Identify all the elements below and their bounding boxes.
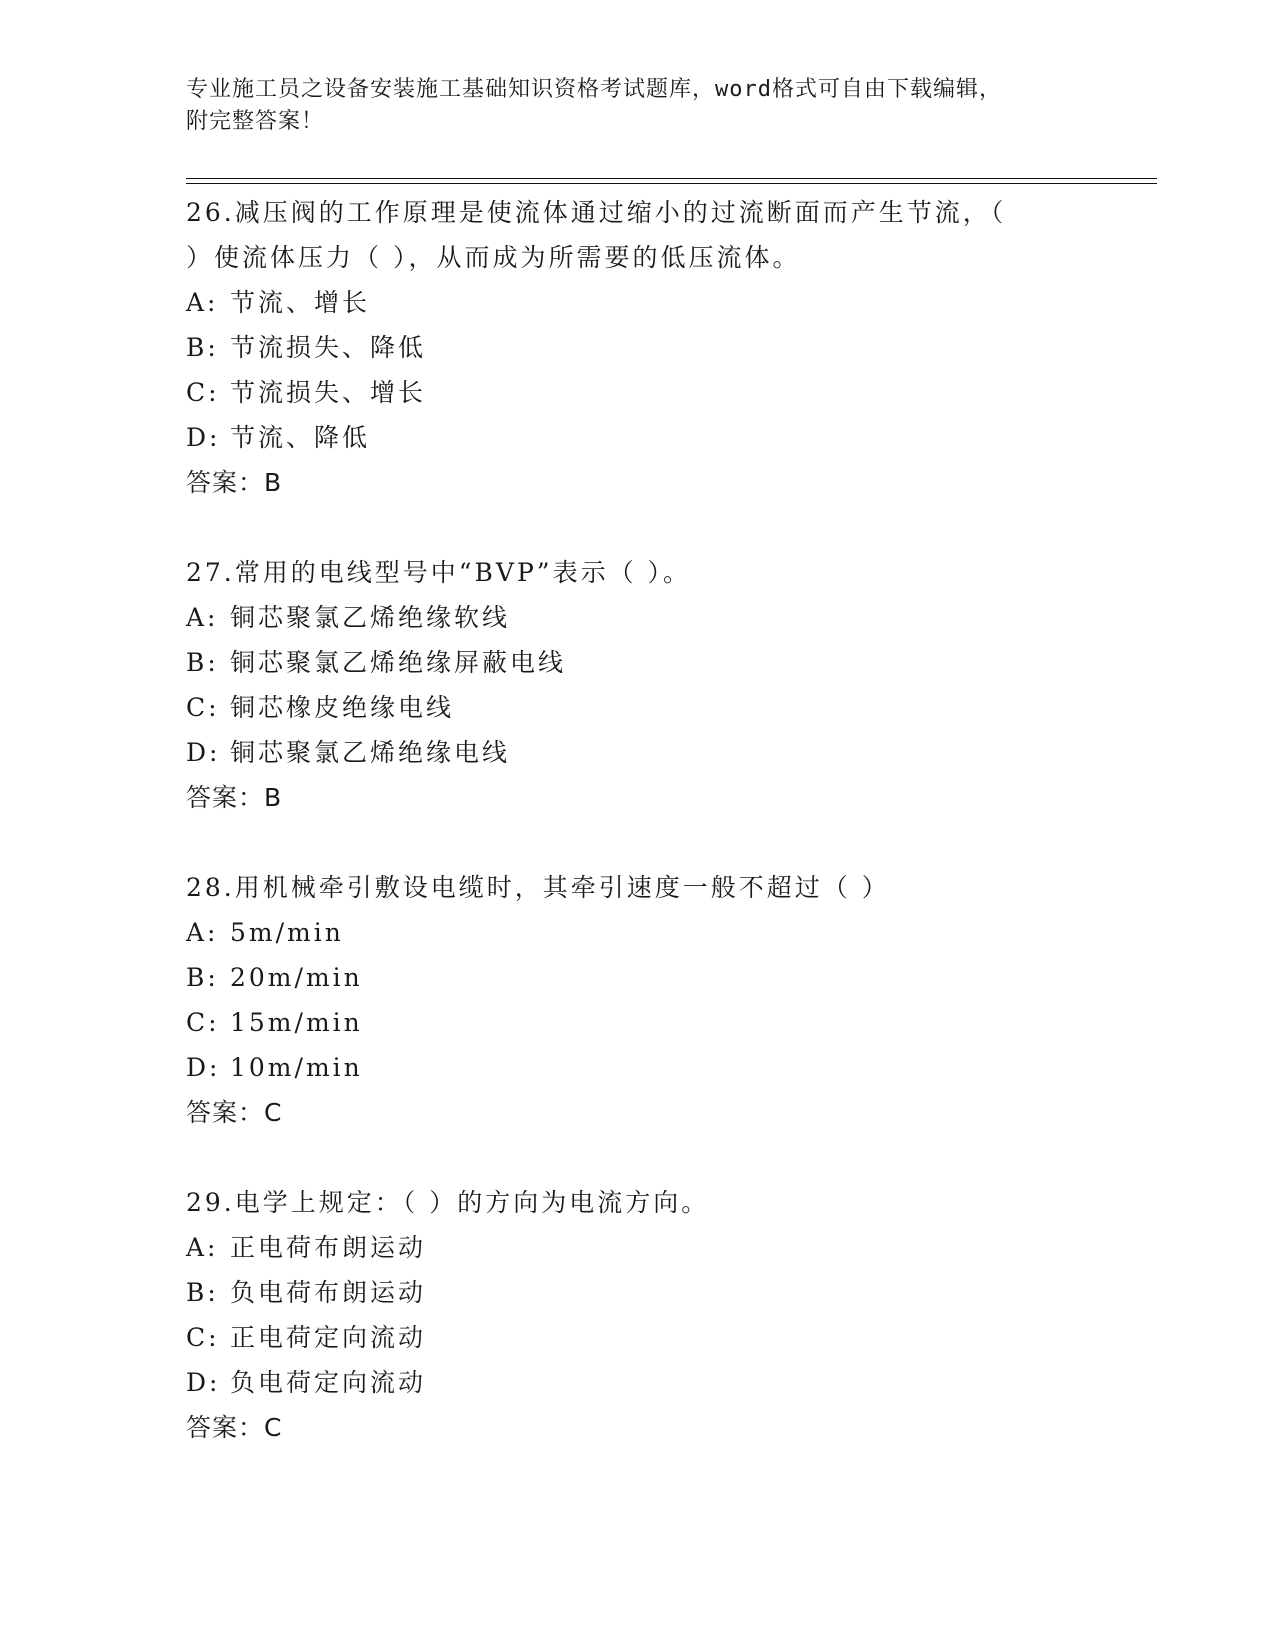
option-letter: D:: [186, 1368, 221, 1397]
option-letter: A:: [186, 603, 219, 632]
option-letter: D:: [186, 738, 221, 767]
option-letter: A:: [186, 918, 219, 947]
option-text: 正电荷布朗运动: [230, 1233, 427, 1262]
question-26: [186, 190, 1146, 505]
answer-line: 答案：B: [186, 783, 283, 812]
option-text: 10m/min: [230, 1053, 363, 1082]
option-d: [186, 1045, 1146, 1090]
question-28: [186, 865, 1146, 1135]
option-text: 负电荷定向流动: [230, 1368, 427, 1397]
option-letter: C:: [186, 693, 220, 722]
option-text: 20m/min: [230, 963, 363, 992]
option-c: [186, 1315, 1146, 1360]
option-text: 节流、增长: [230, 288, 371, 317]
answer-line: 答案：B: [186, 468, 283, 497]
option-letter: A:: [186, 288, 219, 317]
header-divider-bottom: [186, 183, 1157, 184]
option-text: 节流损失、增长: [230, 378, 427, 407]
header-divider-top: [186, 178, 1157, 179]
option-letter: B:: [186, 648, 219, 677]
question-stem-line: 29.电学上规定：（ ）的方向为电流方向。: [186, 1188, 710, 1217]
option-a: [186, 1225, 1146, 1270]
option-b: [186, 955, 1146, 1000]
option-d: [186, 1360, 1146, 1405]
question-stem-line: 28.用机械牵引敷设电缆时，其牵引速度一般不超过（ ）: [186, 873, 890, 902]
option-text: 铜芯橡皮绝缘电线: [230, 693, 455, 722]
option-letter: D:: [186, 1053, 221, 1082]
question-list: [186, 190, 1146, 1495]
option-letter: C:: [186, 1008, 220, 1037]
header-line-1: 专业施工员之设备安装施工基础知识资格考试题库，word格式可自由下载编辑，: [186, 77, 1002, 102]
question-stem-line: 26.减压阀的工作原理是使流体通过缩小的过流断面而产生节流，（: [186, 198, 1007, 227]
answer-line: 答案：C: [186, 1413, 283, 1442]
option-c: [186, 370, 1146, 415]
option-c: [186, 685, 1146, 730]
question-stem-line: 27.常用的电线型号中“BVP”表示（ ）。: [186, 558, 692, 587]
option-text: 铜芯聚氯乙烯绝缘屏蔽电线: [230, 648, 567, 677]
option-letter: B:: [186, 333, 219, 362]
option-a: [186, 910, 1146, 955]
option-a: [186, 280, 1146, 325]
option-d: [186, 730, 1146, 775]
option-text: 铜芯聚氯乙烯绝缘软线: [230, 603, 511, 632]
option-text: 5m/min: [230, 918, 344, 947]
option-letter: B:: [186, 963, 219, 992]
option-letter: A:: [186, 1233, 219, 1262]
option-b: [186, 325, 1146, 370]
option-letter: C:: [186, 1323, 220, 1352]
option-text: 铜芯聚氯乙烯绝缘电线: [230, 738, 511, 767]
option-text: 15m/min: [230, 1008, 363, 1037]
question-29: [186, 1180, 1146, 1450]
option-letter: B:: [186, 1278, 219, 1307]
question-27: [186, 550, 1146, 820]
option-a: [186, 595, 1146, 640]
option-b: [186, 1270, 1146, 1315]
option-letter: D:: [186, 423, 221, 452]
question-stem-line: ）使流体压力（ ），从而成为所需要的低压流体。: [186, 243, 801, 272]
option-letter: C:: [186, 378, 220, 407]
option-text: 节流、降低: [230, 423, 371, 452]
document-header: [186, 74, 1086, 138]
option-c: [186, 1000, 1146, 1045]
option-text: 正电荷定向流动: [230, 1323, 427, 1352]
option-b: [186, 640, 1146, 685]
option-text: 节流损失、降低: [230, 333, 427, 362]
header-line-2: 附完整答案！: [186, 109, 325, 134]
option-d: [186, 415, 1146, 460]
option-text: 负电荷布朗运动: [230, 1278, 427, 1307]
answer-line: 答案：C: [186, 1098, 283, 1127]
